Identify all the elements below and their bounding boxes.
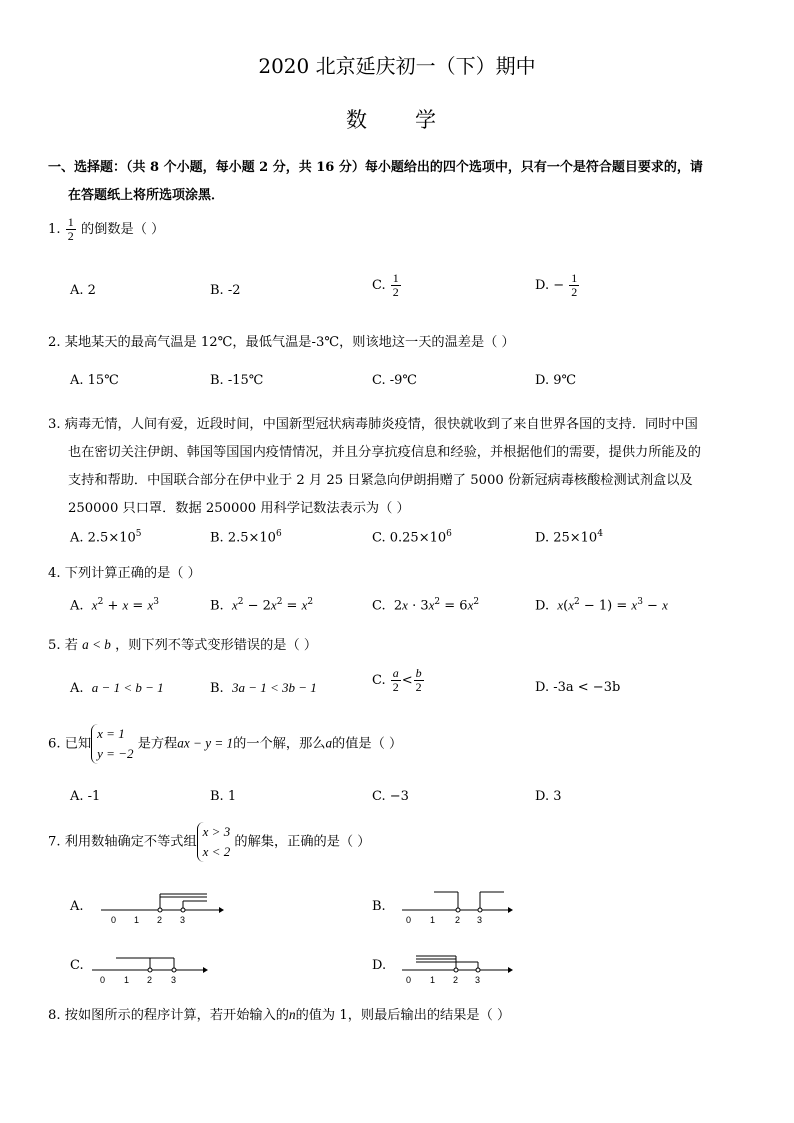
- question-3-cont: 支持和帮助．中国联合部分在伊中业于 2 月 25 日紧急向伊朗捐赠了 5000 份新冠病毒核酸检测试剂盒以及: [68, 473, 693, 488]
- option-b: B. $2.5\times 10^6$: [210, 529, 282, 546]
- option-d: D. $25\times 10^4$: [535, 529, 603, 546]
- option-b: B. -15℃: [210, 373, 264, 388]
- fraction: $\frac{1}{2}$: [571, 271, 578, 299]
- tick-label: 0: [406, 915, 412, 925]
- option-d: D.: [372, 958, 387, 973]
- option-c: C.: [70, 958, 84, 973]
- equation-system: x = 1 y = −2: [91, 724, 133, 764]
- number-line-b: [398, 886, 518, 928]
- option-a: A. $2.5\times 10^5$: [70, 529, 142, 546]
- option-c: C. $2x \cdot 3x^2 = 6x^2$: [372, 597, 480, 614]
- number-line-a: [95, 886, 225, 928]
- tick-label: 2: [453, 975, 459, 985]
- tick-label: 1: [430, 915, 436, 925]
- section-heading: 一、选择题：（共 8 个小题，每小题 2 分，共 16 分）每小题给出的四个选项中，只有一个是符合题目要求的，请: [48, 160, 703, 175]
- question-3: 3. 病毒无情，人间有爱，近段时间，中国新型冠状病毒肺炎疫情，很快就收到了来自世界各国的支持．同时中国: [48, 417, 698, 432]
- option-c: C. $0.25\times 10^6$: [372, 529, 452, 546]
- option-c: C. −3: [372, 789, 409, 804]
- tick-label: 1: [124, 975, 130, 985]
- fraction: $\frac{1}{2}$: [392, 271, 399, 299]
- question-number: 1.: [48, 222, 61, 237]
- question-7: 7. 利用数轴确定不等式组 x > 3 x < 2 的解集，正确的是（ ）: [48, 822, 370, 862]
- option-b: B. 3a − 1 < 3b − 1: [210, 680, 317, 696]
- option-a: A. 2: [70, 283, 96, 298]
- option-d: D. − $\frac{1}{2}$: [535, 271, 578, 299]
- section-heading-cont: 在答题纸上将所选项涂黑．: [68, 188, 225, 203]
- tick-label: 3: [180, 915, 186, 925]
- inequality-system: x > 3 x < 2: [197, 822, 231, 862]
- page-title: 2020 北京延庆初一（下）期中: [258, 54, 536, 78]
- option-c: C. -9℃: [372, 373, 417, 388]
- tick-label: 3: [475, 975, 481, 985]
- option-d: D. $x(x^2 - 1) = x^3 - x$: [535, 597, 668, 614]
- tick-label: 0: [111, 915, 117, 925]
- option-b: B. -2: [210, 283, 241, 298]
- tick-label: 0: [406, 975, 412, 985]
- option-c: C. $\frac{1}{2}$: [372, 271, 399, 299]
- number-line-d: [398, 946, 518, 988]
- option-a: A. 15℃: [70, 373, 119, 388]
- question-5: 5. 若 a < b ，则下列不等式变形错误的是（ ）: [48, 637, 318, 653]
- tick-label: 3: [477, 915, 483, 925]
- question-text: 的倒数是（ ）: [81, 222, 165, 237]
- tick-label: 2: [147, 975, 153, 985]
- number-line-c: [88, 946, 213, 988]
- option-d: D. 3: [535, 789, 562, 804]
- option-d: D. 9℃: [535, 373, 577, 388]
- question-2: 2. 某地某天的最高气温是 12℃，最低气温是-3℃，则该地这一天的温差是（ ）: [48, 335, 515, 350]
- option-b: B. 1: [210, 789, 237, 804]
- question-6: 6. 已知 x = 1 y = −2 是方程ax − y = 1的一个解，那么a的值是（ ）: [48, 724, 402, 764]
- tick-label: 1: [430, 975, 436, 985]
- option-c: C. $\frac{a}{2}$ < $\frac{b}{2}$: [372, 666, 422, 694]
- question-4: 4. 下列计算正确的是（ ）: [48, 566, 201, 581]
- option-d: D. -3a < −3b: [535, 680, 621, 695]
- question-8: 8. 按如图所示的程序计算，若开始输入的n的值为 1，则最后输出的结果是（ ）: [48, 1007, 511, 1023]
- question-3-cont: 也在密切关注伊朗、韩国等国国内疫情情况，并且分享抗疫信息和经验，并根据他们的需要，提供力所能及的: [68, 445, 701, 460]
- tick-label: 3: [171, 975, 177, 985]
- tick-label: 1: [134, 915, 140, 925]
- tick-label: 0: [100, 975, 106, 985]
- option-b: B. $x^2 - 2x^2 = x^2$: [210, 597, 314, 614]
- option-a: A. -1: [70, 789, 101, 804]
- question-1: [48, 216, 164, 243]
- option-a: A. $x^2 + x = x^3$: [70, 597, 159, 614]
- option-a: A. a − 1 < b − 1: [70, 680, 164, 696]
- option-b: B.: [372, 899, 386, 914]
- subject-title: 数学: [346, 108, 484, 132]
- question-3-cont: 250000 只口罩．数据 250000 用科学记数法表示为（ ）: [68, 501, 410, 516]
- fraction: $\frac{1}{2}$: [67, 215, 74, 243]
- tick-label: 2: [455, 915, 461, 925]
- tick-label: 2: [157, 915, 163, 925]
- option-a: A.: [70, 899, 84, 914]
